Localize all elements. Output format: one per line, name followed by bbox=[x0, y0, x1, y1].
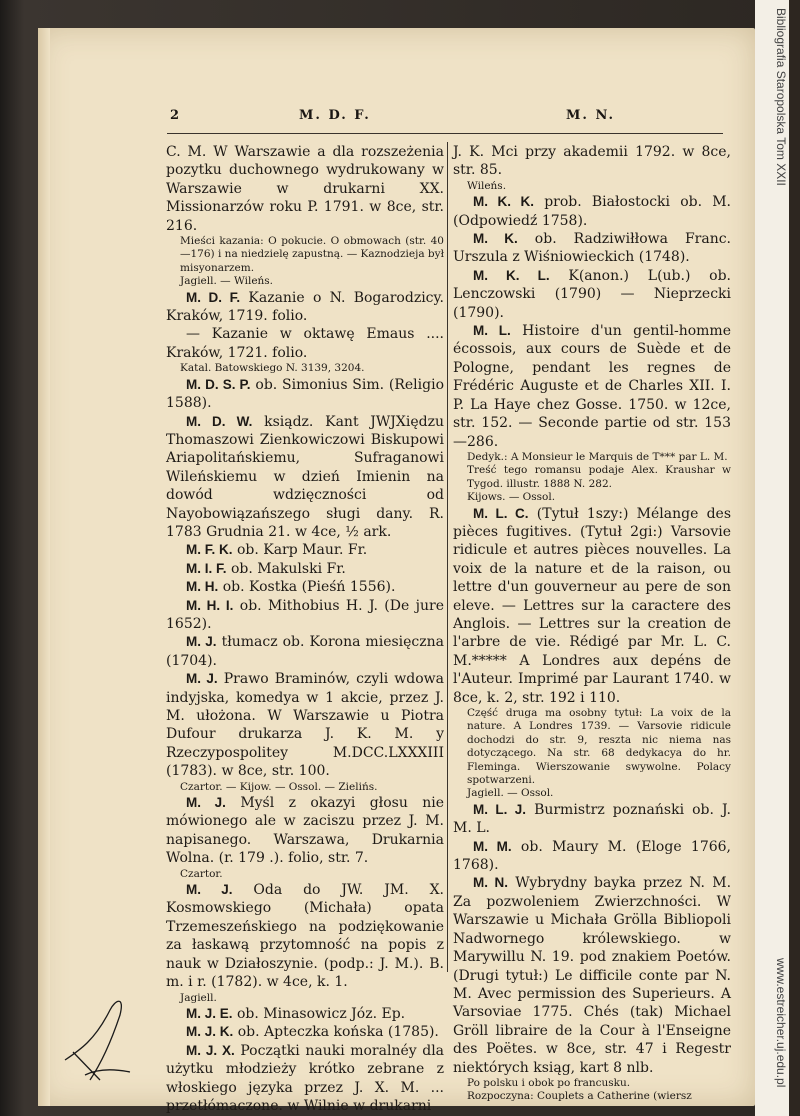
entry: M. J. E. ob. Minasowicz Józ. Ep. bbox=[186, 1005, 406, 1022]
entry-siglum: M. J. bbox=[186, 671, 218, 687]
dark-strip bbox=[789, 0, 800, 1116]
entry: M. I. F. ob. Makulski Fr. bbox=[186, 560, 346, 577]
entry-siglum: M. H. I. bbox=[186, 597, 234, 613]
entry-siglum: M. K. K. bbox=[473, 194, 534, 210]
note: Mieści kazania: O pokucie. O obmowach (str. 40—176) i na niedzielę zapustną. — Kaznodzieja był misyonarzem. bbox=[180, 235, 444, 274]
entry: M. J. Prawo Braminów, czyli wdowa indyjska, komedya w 1 akcie, przez J. M. ułożona. W Warszawie u Piotra Dufour drukarza J. K. M. y Rzeczypospolitey M.DCC.LXXXIII (1783). w 8ce, str. 100. bbox=[166, 671, 445, 780]
entry: M. L. C. (Tytuł 1szy:) Mélange des pièces fugitives. (Tytuł 2gi:) Varsovie ridicule et autres pièces nouvelles. La voix de la nature et de la raison, ou lettre d'un gouverneur au pere de son eleve. — Lettres sur la caractere des Anglois. — Lettres sur la creation de l'arbre de vie. Rédigé par Mr. L. C. M.***** A Londres aux depéns de l'Auteur. Imprimé par Laurant 1740. w 8ce, k. 2, str. 192 i 110. bbox=[453, 505, 732, 706]
entry-siglum: M. D. W. bbox=[186, 413, 253, 429]
page-edge bbox=[38, 28, 50, 1106]
entry: M. J. K. ob. Apteczka końska (1785). bbox=[186, 1024, 439, 1041]
entry: M. D. F. Kazanie o N. Bogarodzicy. Kraków, 1719. folio. bbox=[166, 289, 445, 325]
entry-siglum: M. M. bbox=[473, 838, 512, 854]
note: Katal. Batowskiego N. 3139, 3204. bbox=[180, 362, 365, 375]
handwritten-signature-mark bbox=[55, 990, 135, 1085]
library-sigla: Czartor. — Kijow. — Ossol. — Zielińs. bbox=[180, 780, 378, 793]
entry-siglum: M. L. bbox=[473, 323, 511, 339]
entry: M. F. K. ob. Karp Maur. Fr. bbox=[186, 542, 368, 559]
header-right: M. N. bbox=[566, 108, 616, 123]
page-number: 2 bbox=[170, 108, 180, 123]
entry-siglum: M. K. L. bbox=[473, 267, 550, 283]
note: Po polsku i obok po francusku. bbox=[467, 1076, 631, 1089]
entry: — Kazanie w oktawę Emaus .... Kraków, 1721. folio. bbox=[166, 326, 444, 361]
library-sigla: Wileńs. bbox=[467, 179, 507, 192]
entry: M. J. Myśl z okazyi głosu nie mówionego ale w zaciszu przez J. M. napisanego. Warszawa, Drukarnia Wolna. (r. 179 .). folio, str. 7. bbox=[166, 795, 445, 867]
library-sigla: Czartor. bbox=[180, 867, 223, 880]
entry-siglum: M. K. bbox=[473, 231, 518, 247]
entry: M. J. Oda do JW. JM. X. Kosmowskiego (Michała) opata Trzemeszeńskiego na podziękowanie za łaskawą przytomność na popis z nauk w Działoszynie. (podp.: J. M.). B. m. i r. (1782). w 4ce, k. 1. bbox=[166, 882, 444, 991]
entry-siglum: M. D. S. P. bbox=[186, 376, 251, 392]
collection-title: Bibliografia Staropolska Tom XXII bbox=[774, 8, 788, 186]
note: Rozpoczyna: Couplets a Catherine (wiersz bbox=[467, 1090, 692, 1103]
entry: M. L. J. Burmistrz poznański ob. J. M. L. bbox=[453, 801, 731, 837]
entry-siglum: M. D. F. bbox=[186, 289, 241, 305]
entry: M. J. tłumacz ob. Korona miesięczna (1704). bbox=[166, 634, 445, 669]
entry-siglum: M. I. F. bbox=[186, 560, 227, 576]
entry-siglum: M. J. E. bbox=[186, 1005, 233, 1021]
right-column bbox=[453, 143, 731, 1104]
entry-siglum: M. N. bbox=[473, 875, 509, 891]
column-divider bbox=[447, 142, 448, 972]
entry: M. L. Histoire d'un gentil-homme écossois, aux cours de Suède et de Pologne, pendant les regnes de Frédéric Auguste et de Charles XII. I. P. La Haye chez Gosse. 1750. w 12ce, str. 152. — Seconde partie od str. 153—286. bbox=[453, 323, 731, 450]
entry: M. M. ob. Maury M. (Eloge 1766, 1768). bbox=[453, 838, 731, 874]
website-link[interactable]: www.estreicher.uj.edu.pl bbox=[774, 958, 788, 1088]
entry: M. J. X. Początki nauki moralnéy dla użytku młodzieży krótko zebrane z włoskiego języka przez J. X. M. ... przetłómaczone. w Wilnie w drukarni bbox=[166, 1042, 445, 1114]
entry: M. D. W. ksiądz. Kant JWJXiędzu Thomaszowi Zienkowiczowi Biskupowi Ariapolitańskiemu, Sufraganowi Wileńskiemu w dzień Imienin na dowód wdzięczności od Nayobowiązańszego sługi dany. R. 1783 Grudnia 21. w 4ce, ½ ark. bbox=[166, 413, 445, 540]
entry-siglum: M. H. bbox=[186, 579, 219, 595]
left-column bbox=[166, 143, 444, 1115]
note: Treść tego romansu podaje Alex. Kraushar w Tygod. illustr. 1888 N. 282. bbox=[467, 464, 731, 490]
entry: M. K. L. K(anon.) L(ub.) ob. Lenczowski (1790) — Nieprzecki (1790). bbox=[453, 267, 732, 321]
entry: M. K. K. prob. Białostocki ob. M. (Odpowiedź 1758). bbox=[453, 194, 732, 229]
entry: M. D. S. P. ob. Simonius Sim. (Religio 1588). bbox=[166, 376, 444, 412]
entry-siglum: M. L. J. bbox=[473, 801, 526, 817]
library-sigla: Jagiell. bbox=[180, 991, 217, 1004]
entry: M. H. I. ob. Mithobius H. J. (De jure 1652). bbox=[166, 597, 445, 632]
entry: M. K. ob. Radziwiłłowa Franc. Urszula z Wiśniowieckich (1748). bbox=[453, 231, 732, 266]
entry: M. N. Wybrydny bayka przez N. M. Za pozwoleniem Zwierzchności. W Warszawie u Michała Grölla Bibliopoli Nadwornego królewskiego. w Marywillu N. 19. pod znakiem Poetów. (Drugi tytuł:) Le difficile conte par N. M. Avec permission des Superieurs. A Varsoviae 1775. Chés (tak) Michael Gröll libraire de la Cour à l'Enseigne des Poëtes. w 8ce, str. 47 i Regestr niektórych ksiąg, kart 8 nlb. bbox=[453, 875, 732, 1076]
note: Część druga ma osobny tytuł: La voix de la nature. A Londres 1739. — Varsovie ridicule dochodzi do str. 9, reszta nic niema nas dotyczącego. Na str. 68 dedykacya do hr. Fleminga. Wierszowanie swywolne. Polacy spotwarzeni. bbox=[467, 707, 731, 787]
note: Dedyk.: A Monsieur le Marquis de T*** par L. M. bbox=[467, 450, 728, 463]
entry-siglum: M. L. C. bbox=[473, 505, 529, 521]
running-header bbox=[0, 108, 800, 128]
entry: C. M. W Warszawie a dla rozszeżenia pozytku duchownego wydrukowany w Warszawie w drukarni XX. Missionarzów roku P. 1791. w 8ce, str. 216. bbox=[166, 144, 444, 234]
entry-siglum: M. J. bbox=[186, 795, 226, 811]
entry-siglum: M. F. K. bbox=[186, 542, 233, 558]
header-rule bbox=[167, 133, 723, 134]
entry-siglum: M. J. X. bbox=[186, 1042, 235, 1058]
library-sigla: Kijows. — Ossol. bbox=[467, 491, 556, 504]
entry-siglum: M. J. bbox=[186, 634, 217, 650]
header-left: M. D. F. bbox=[299, 108, 371, 123]
entry: J. K. Mci przy akademii 1792. w 8ce, str. 85. bbox=[453, 144, 731, 179]
entry: M. H. ob. Kostka (Pieśń 1556). bbox=[186, 579, 396, 596]
entry-siglum: M. J. K. bbox=[186, 1024, 234, 1040]
library-sigla: Jagiell. — Ossol. bbox=[467, 787, 554, 800]
entry-siglum: M. J. bbox=[186, 882, 233, 898]
library-sigla: Jagiell. — Wileńs. bbox=[180, 275, 274, 288]
